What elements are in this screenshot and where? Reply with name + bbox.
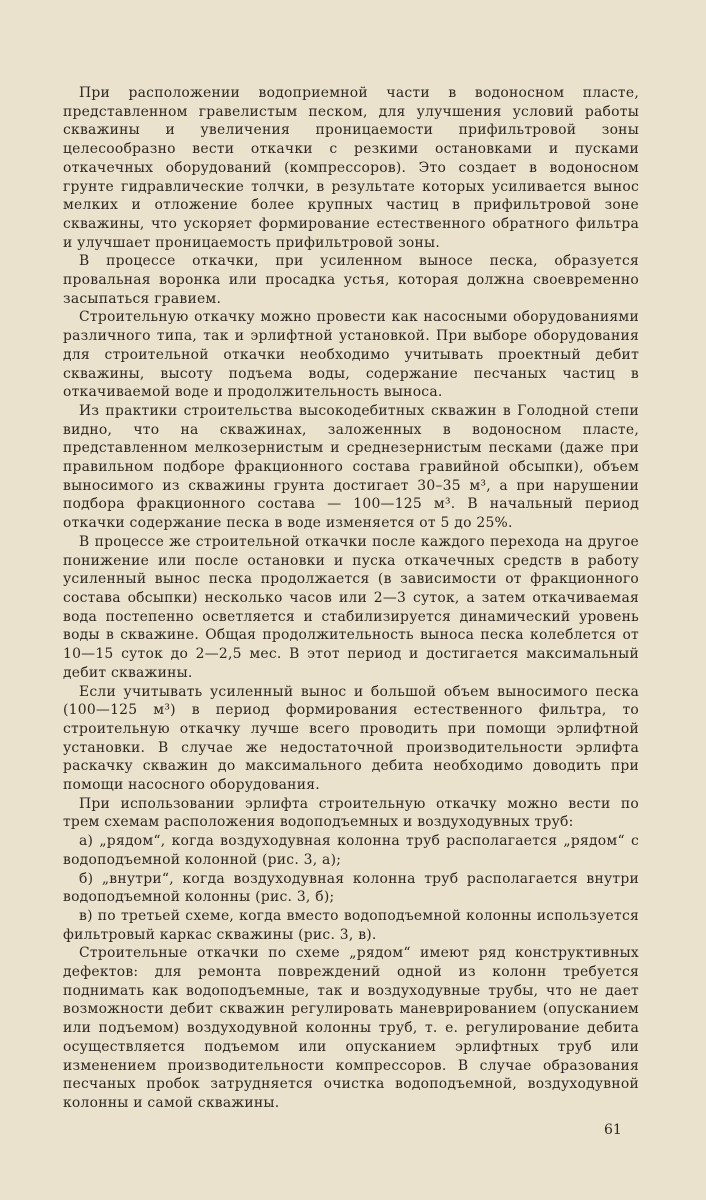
- paragraph-1: При расположении водоприемной части в водоносном пласте, представленном гравелистым песком, для улучшения условий работы скважины и увеличения проницаемости прифильтровой зоны целесообразно вести откачки с резкими остановками и пусками откачечных оборудований (компрессоров). Это создает в водоносном грунте гидравлические толчки, в результате которых усиливается вынос мелких и отложение более крупных частиц в прифильтровой зоне скважины, что ускоряет формирование естественного обратного фильтра и улучшает проницаемость прифильтровой зоны.: [63, 85, 639, 251]
- paragraph-6: Если учитывать усиленный вынос и большой объем выносимого песка (100—125 м³) в период формирования естественного фильтра, то строительную откачку лучше всего проводить при помощи эрлифтной установки. В случае же недостаточной производительности эрлифта раскачку скважин до максимального дебита необходимо доводить при помощи насосного оборудования.: [63, 683, 639, 794]
- body-text: [63, 84, 639, 1113]
- list-item-c: в) по третьей схеме, когда вместо водоподъемной колонны используется фильтровый каркас скважины (рис. 3, в).: [63, 907, 639, 943]
- paragraph-5: В процессе же строительной откачки после каждого перехода на другое понижение или после остановки и пуска откачечных средств в работу усиленный вынос песка продолжается (в зависимости от фракционного состава обсыпки) несколько часов или 2—3 суток, а затем откачиваемая вода постепенно осветляется и стабилизируется динамический уровень воды в скважине. Общая продолжительность выноса песка колеблется от 10—15 суток до 2—2,5 мес. В этот период и достигается максимальный дебит скважины.: [63, 533, 639, 681]
- page-number: 61: [604, 1122, 622, 1138]
- paragraph-3: Строительную откачку можно провести как насосными оборудованиями различного типа, так и эрлифтной установкой. При выборе оборудования для строительной откачки необходимо учитывать проектный дебит скважины, высоту подъема воды, содержание песчаных частиц в откачиваемой воде и продолжительность выноса.: [63, 309, 639, 401]
- paragraph-4: Из практики строительства высокодебитных скважин в Голодной степи видно, что на скважинах, заложенных в водоносном пласте, представленном мелкозернистым и среднезернистым песками (даже при правильном подборе фракционного состава гравийной обсыпки), объем выносимого из скважины грунта достигает 30–35 м³, а при нарушении подбора фракционного состава — 100—125 м³. В начальный период откачки содержание песка в воде изменяется от 5 до 25%.: [63, 402, 639, 532]
- paragraph-11: Строительные откачки по схеме „рядом“ имеют ряд конструктивных дефектов: для ремонта повреждений одной из колонн требуется поднимать как водоподъемные, так и воздуходувные трубы, что не дает возможности дебит скважин регулировать маневрированием (опусканием или подъемом) воздуходувной колонны труб, т. е. регулирование дебита осуществляется подъемом или опусканием эрлифтных труб или изменением производительности компрессоров. В случае образования песчаных пробок затрудняется очистка водоподъемной, воздуходувной колонны и самой скважины.: [63, 945, 639, 1111]
- paragraph-2: В процессе откачки, при усиленном выносе песка, образуется провальная воронка или просадка устья, которая должна своевременно засыпаться гравием.: [63, 253, 639, 307]
- paragraph-7: При использовании эрлифта строительную откачку можно вести по трем схемам расположения водоподъемных и воздуходувных труб:: [63, 795, 639, 831]
- list-item-a: а) „рядом“, когда воздуходувная колонна труб располагается „рядом“ с водоподъемной колонной (рис. 3, а);: [63, 833, 639, 868]
- list-item-b: б) „внутри“, когда воздуходувная колонна труб располагается внутри водоподъемной колонны (рис. 3, б);: [63, 870, 639, 906]
